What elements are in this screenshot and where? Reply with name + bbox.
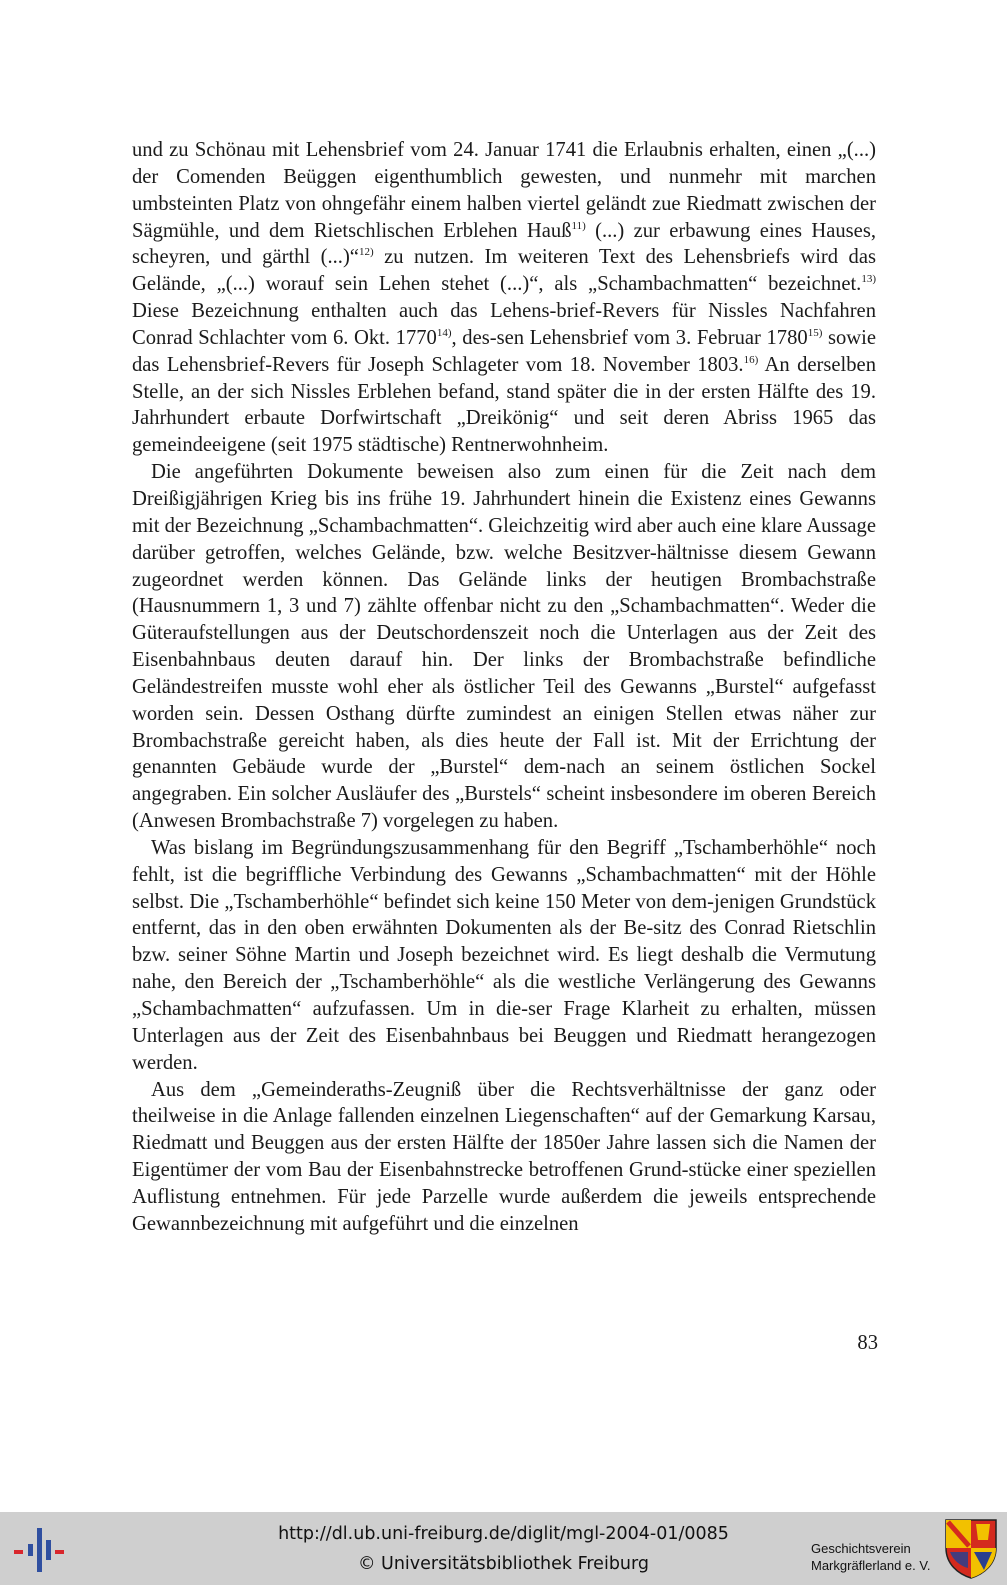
footnote-ref: 11): [571, 219, 586, 232]
text-run: An derselben Stelle, an der sich Nissles Erblehen befand, stand später die in der ersten Hälfte des 19. Jahrhundert erbaute Dorfwirtschaft „Dreikönig“ und seit deren Abriss 1965 das gemeindeeigene (seit 1975 städtische) Rentnerwohnheim.: [132, 353, 876, 457]
footnote-ref: 14): [436, 326, 452, 339]
footnote-ref: 13): [861, 273, 876, 286]
text-run: Diese Bezeichnung enthalten auch das Lehens-brief-Revers für Nissles Nachfahren Conrad Schlachter vom 6. Okt. 1770: [132, 300, 876, 349]
coat-of-arms-icon: [944, 1518, 998, 1580]
society-name-line2: Markgräflerland e. V.: [811, 1558, 931, 1573]
footnote-ref: 16): [743, 353, 759, 366]
text-run: (...) zur erbawung eines Hauses, scheyren, und gärthl (...)“: [132, 219, 876, 269]
paragraph: [132, 835, 876, 1077]
text-run: zu nutzen. Im weiteren Text des Lehensbriefs wird das Gelände, „(...) worauf sein Lehen stehet (...)“, als „Schambachmatten“ bezeichnet.: [132, 246, 876, 296]
text-run: , des-sen Lehensbrief vom 3. Februar 1780: [451, 326, 808, 349]
paragraph: [132, 1077, 876, 1238]
society-name-line1: Geschichtsverein: [811, 1541, 911, 1556]
text-run: Die angeführten Dokumente beweisen also zum einen für die Zeit nach dem Dreißigjährigen Krieg bis ins frühe 19. Jahrhundert hinein die Existenz eines Gewanns mit der Bezeichnung „Schambachmatten“. Gleichzeitig wird aber auch eine klare Aussage darüber getroffen, welches Gelände, bzw. welche Besitzver-hältnisse diesem Gewann zugeordnet werden können. Das Gelände links der heutigen Brombachstraße (Hausnummern 1, 3 und 7) zählte offenbar nicht zu den „Schambachmatten“. Weder die Güteraufstellungen aus der Deutschordenszeit noch die Unterlagen aus der Zeit des Eisenbahnbaus deuten darauf hin. Der links der Brombachstraße befindliche Geländestreifen musste wohl eher als östlicher Teil des Gewanns „Burstel“ aufgefasst worden sein. Dessen Osthang dürfte zumindest an einigen Stellen etwas näher zur Brombachstraße gereicht haben, als dies heute der Fall ist. Mit der Errichtung der genannten Gebäude wurde der „Burstel“ dem-nach an seinem östlichen Sockel angegraben. Ein solcher Ausläufer des „Burstels“ scheint insbesondere im oberen Bereich (Anwesen Brombachstraße 7) vorgelegen zu haben.: [132, 461, 876, 833]
footnote-ref: 12): [358, 246, 374, 259]
text-run: Was bislang im Begründungszusammenhang für den Begriff „Tschamberhöhle“ noch fehlt, ist die begriffliche Verbindung des Gewanns „Schambachmatten“ mit der Höhle selbst. Die „Tschamberhöhle“ befindet sich keine 150 Meter von dem-jenigen Grundstück entfernt, das in den oben erwähnten Dokumenten als der Be-sitz des Conrad Rietschlin bzw. seiner Söhne Martin und Joseph bezeichnet wird. Es liegt deshalb die Vermutung nahe, den Bereich der „Tschamberhöhle“ als die westliche Verlängerung des Gewanns „Schambachmatten“ aufzufassen. Um in die-ser Frage Klarheit zu erhalten, müssen Unterlagen aus der Zeit des Eisenbahnbaus bei Beuggen und Riedmatt herangezogen werden.: [132, 836, 876, 1074]
paragraphs: [132, 137, 876, 1238]
page-body: [132, 137, 876, 1238]
footer-copyright: © Universitätsbibliothek Freiburg: [357, 1554, 650, 1574]
footer-bar: [0, 1512, 1007, 1585]
text-run: und zu Schönau mit Lehensbrief vom 24. Januar 1741 die Erlaubnis erhalten, einen „(...) der Comenden Beüggen eigenthumblich gewesten, und nunmehr mit marchen umbsteinten Platz von ohngefähr einem halben viertel geländt zue Riedmatt zwischen der Sägmühle, und dem Rietschlischen Erblehen Hauß: [132, 139, 876, 242]
society-name: [811, 1540, 930, 1574]
footnote-ref: 15): [807, 326, 823, 339]
paragraph: [132, 459, 876, 835]
text-run: Aus dem „Gemeinderaths-Zeugniß über die Rechtsverhältnisse der ganz oder theilweise in die Anlage fallenden einzelnen Liegenschaften“ auf der Gemarkung Karsau, Riedmatt und Beuggen aus der ersten Hälfte der 1850er Jahre lassen sich die Namen der Eigentümer der vom Bau der Eisenbahnstrecke betroffenen Grund-stücke einer speziellen Auflistung entnehmen. Für jede Parzelle wurde außerdem die jeweils entsprechende Gewannbezeichnung mit aufgeführt und die einzelnen: [132, 1078, 876, 1235]
paragraph: [132, 137, 876, 459]
text-run: sowie das Lehensbrief-Revers für Joseph Schlageter vom 18. November 1803.: [132, 326, 877, 376]
footer-url[interactable]: http://dl.ub.uni-freiburg.de/diglit/mgl-2004-01/0085: [278, 1524, 729, 1544]
page-number: 83: [857, 1332, 878, 1354]
